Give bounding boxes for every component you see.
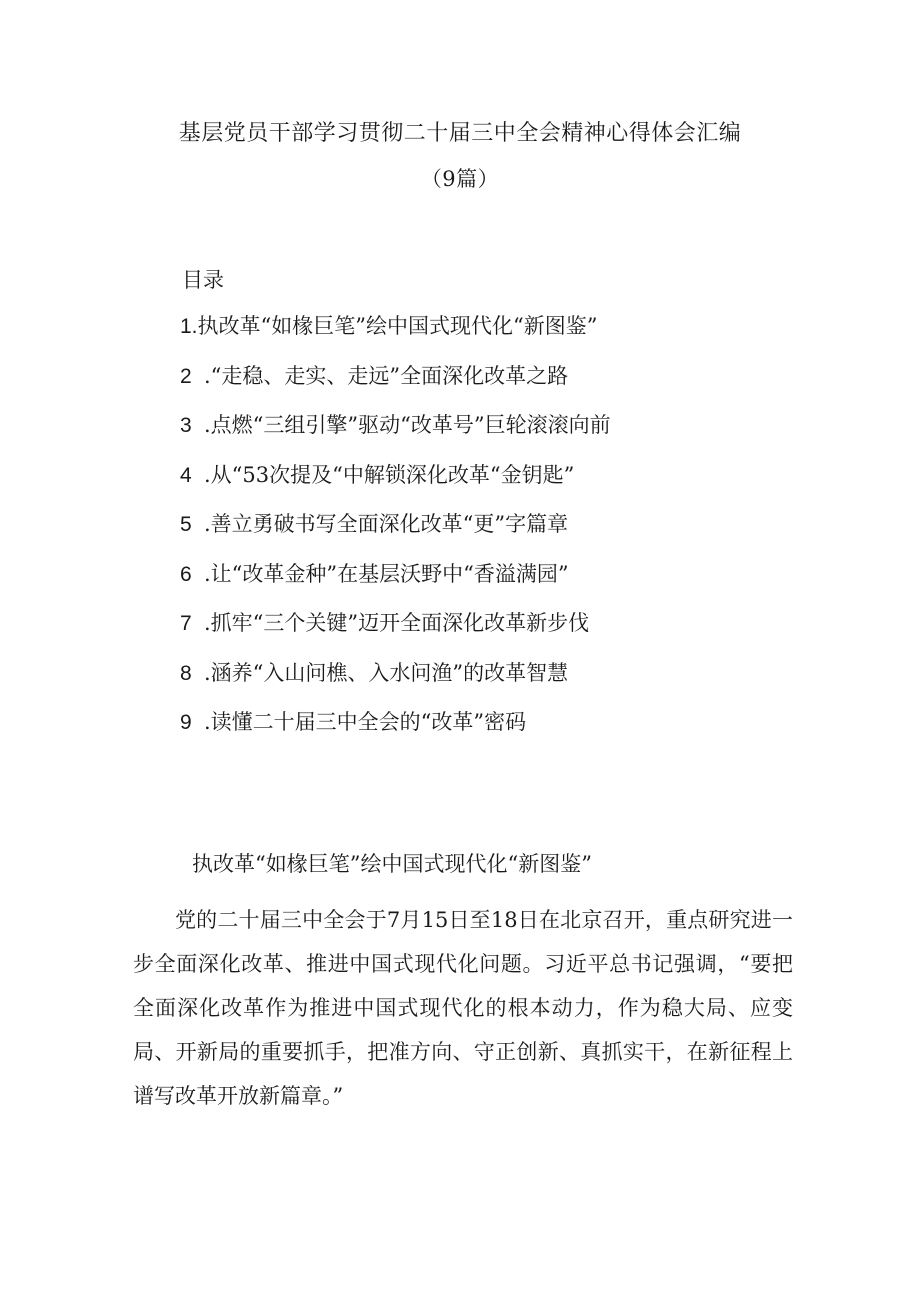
toc-item-text: .善立勇破书写全面深化改革“更”字篇章	[204, 512, 569, 536]
toc-item-text: .涵养“入山问樵、入水问渔”的改革智慧	[204, 660, 569, 685]
toc-item-text: .读懂二十届三中全会的“改革”密码	[204, 710, 527, 734]
toc-item-text: .“走稳、走实、走远”全面深化改革之路	[204, 363, 569, 388]
toc-item	[180, 363, 611, 413]
toc-item-text: .从“53次提及“中解锁深化改革“金钥匙”	[204, 462, 575, 487]
toc-item-text: 执改革“如椽巨笔”绘中国式现代化“新图鉴”	[197, 314, 598, 338]
toc-item-number: 7	[180, 612, 192, 635]
document-title: 基层党员干部学习贯彻二十届三中全会精神心得体会汇编	[178, 121, 742, 146]
toc-item-number: 2	[180, 364, 192, 388]
toc-item-number: 1.	[180, 315, 198, 338]
toc-item	[180, 462, 611, 512]
toc-list	[180, 313, 611, 759]
toc-item-number: 5	[180, 513, 192, 536]
toc-item	[180, 660, 611, 710]
toc-item-text: .点燃“三组引擎”驱动“改革号”巨轮滚滚向前	[204, 413, 611, 437]
toc-item-number: 9	[180, 711, 192, 734]
article-paragraph: 党的二十届三中全会于7月15日至18日在北京召开，重点研究进一步全面深化改革、推进中国式现代化问题。习近平总书记强调，“要把全面深化改革作为推进中国式现代化的根本动力，作为稳大局、应变局、开新局的重要抓手，把准方向、守正创新、真抓实干，在新征程上谱写改革开放新篇章。”	[133, 908, 793, 1108]
document-subtitle: （9篇）	[420, 167, 500, 191]
toc-item-number: 6	[180, 562, 192, 586]
toc-item	[180, 610, 611, 660]
article-title: 执改革“如椽巨笔”绘中国式现代化“新图鉴”	[192, 852, 592, 876]
toc-item	[180, 511, 611, 561]
toc-item	[180, 561, 611, 611]
toc-item	[180, 412, 611, 462]
toc-heading: 目录	[182, 268, 224, 292]
toc-item-text: .让“改革金种”在基层沃野中“香溢满园”	[204, 561, 569, 586]
toc-item-number: 4	[180, 463, 192, 487]
toc-item-number: 8	[180, 661, 192, 685]
toc-item-number: 3	[180, 414, 192, 437]
toc-item	[180, 313, 611, 363]
toc-item	[180, 709, 611, 759]
toc-item-text: .抓牢“三个关键”迈开全面深化改革新步伐	[204, 611, 590, 635]
